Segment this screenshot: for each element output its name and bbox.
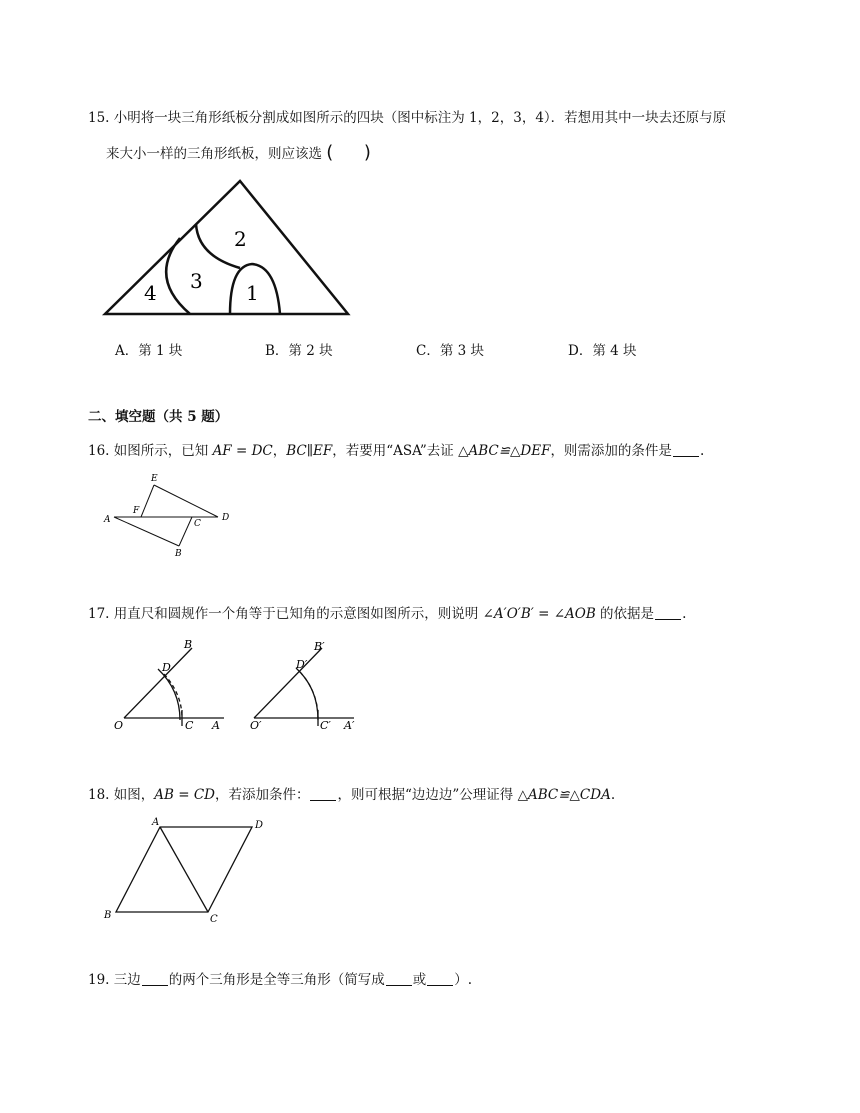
q16-math-parallel: BC∥EF — [286, 443, 333, 459]
q16-suffix: ，则需添加的条件是 — [550, 443, 672, 459]
q17-label-c-prime: C′ — [320, 719, 331, 732]
q18-label-b: B — [104, 910, 112, 921]
q17-suffix: 的依据是 — [595, 606, 655, 622]
q15-option-c[interactable]: C．第 3 块 — [416, 343, 485, 359]
q16-label-f: F — [133, 506, 140, 516]
q16-label-d: D — [222, 513, 230, 523]
q15-line2-text: 来大小一样的三角形纸板，则应该选 — [106, 146, 322, 162]
q17-prefix: 17. 用直尺和圆规作一个角等于已知角的示意图如图所示，则说明 — [88, 606, 483, 622]
q17-label-a-prime: A′ — [344, 719, 355, 732]
q17-label-d-prime: D′ — [296, 658, 308, 671]
q16-label-a: A — [104, 515, 111, 525]
q15-label-2: 2 — [234, 227, 247, 251]
q15-line2 — [106, 143, 371, 164]
q15-option-a[interactable]: A．第 1 块 — [115, 343, 183, 359]
q18-mid2: ，则可根据“边边边”公理证得 — [337, 787, 518, 803]
q17-label-c: C — [185, 719, 194, 732]
q16-label-c: C — [194, 519, 201, 529]
q17-label-d: D — [162, 661, 171, 674]
q17-label-b-prime: B′ — [314, 640, 325, 653]
q17-text — [88, 604, 686, 624]
q16-label-e: E — [151, 474, 158, 484]
q15-paren-open: ( — [326, 142, 334, 163]
q18-label-d: D — [255, 820, 264, 831]
q18-figure — [100, 814, 270, 924]
q15-triangle-figure — [100, 176, 352, 320]
q19-mid1: 的两个三角形是全等三角形（简写成 — [168, 972, 385, 988]
q18-prefix: 18. 如图， — [88, 787, 155, 803]
q17-answer-blank[interactable] — [655, 605, 681, 620]
q16-answer-blank[interactable] — [673, 442, 699, 457]
q15-label-4: 4 — [144, 281, 157, 305]
q18-text — [88, 785, 615, 805]
q18-mid1: ，若添加条件： — [214, 787, 310, 803]
q18-answer-blank[interactable] — [310, 786, 336, 801]
q19-mid2: 或 — [412, 972, 427, 988]
q18-label-a: A — [152, 817, 160, 828]
q18-label-c: C — [210, 914, 218, 924]
q16-math-congruent: △ABC≌△DEF — [458, 443, 551, 459]
q17-label-o-prime: O′ — [250, 719, 262, 732]
q19-blank-2[interactable] — [386, 971, 412, 986]
q18-end: . — [610, 787, 616, 803]
q16-label-b: B — [175, 549, 182, 559]
q17-label-o: O — [114, 719, 124, 732]
q16-figure — [100, 468, 240, 560]
q15-line1: 15. 小明将一块三角形纸板分割成如图所示的四块（图中标注为 1，2，3，4）．若想用其中一块去还原与原 — [88, 110, 727, 126]
q15-option-d[interactable]: D．第 4 块 — [568, 343, 637, 359]
q18-math-congruent: △ABC≌△CDA — [517, 787, 611, 803]
q16-math-af-dc: AF = DC — [212, 443, 273, 459]
q16-text — [88, 441, 704, 461]
q19-prefix: 19. 三边 — [88, 972, 141, 988]
q15-label-3: 3 — [190, 269, 203, 293]
q18-math-ab-cd: AB = CD — [154, 787, 215, 803]
section-title: 二、填空题（共 5 题） — [88, 409, 229, 425]
q17-end: . — [682, 606, 687, 622]
q19-end: ）. — [454, 972, 473, 988]
q16-mid: ，若要用“ASA”去证 — [332, 443, 459, 459]
q16-end: . — [699, 443, 705, 459]
q17-label-b: B — [184, 638, 193, 651]
q15-option-b[interactable]: B．第 2 块 — [265, 343, 333, 359]
q19-text — [88, 970, 472, 990]
q17-label-a: A — [212, 719, 220, 732]
q17-left-figure — [110, 636, 240, 736]
q16-prefix: 16. 如图所示，已知 — [88, 443, 213, 459]
q16-sep: ， — [272, 443, 287, 459]
q15-paren-close: ) — [363, 142, 371, 163]
q19-blank-1[interactable] — [142, 971, 168, 986]
q17-right-figure — [240, 636, 370, 736]
q19-blank-3[interactable] — [427, 971, 453, 986]
q17-math-angle: ∠A′O′B′ = ∠AOB — [482, 606, 596, 622]
q15-label-1: 1 — [246, 281, 259, 305]
